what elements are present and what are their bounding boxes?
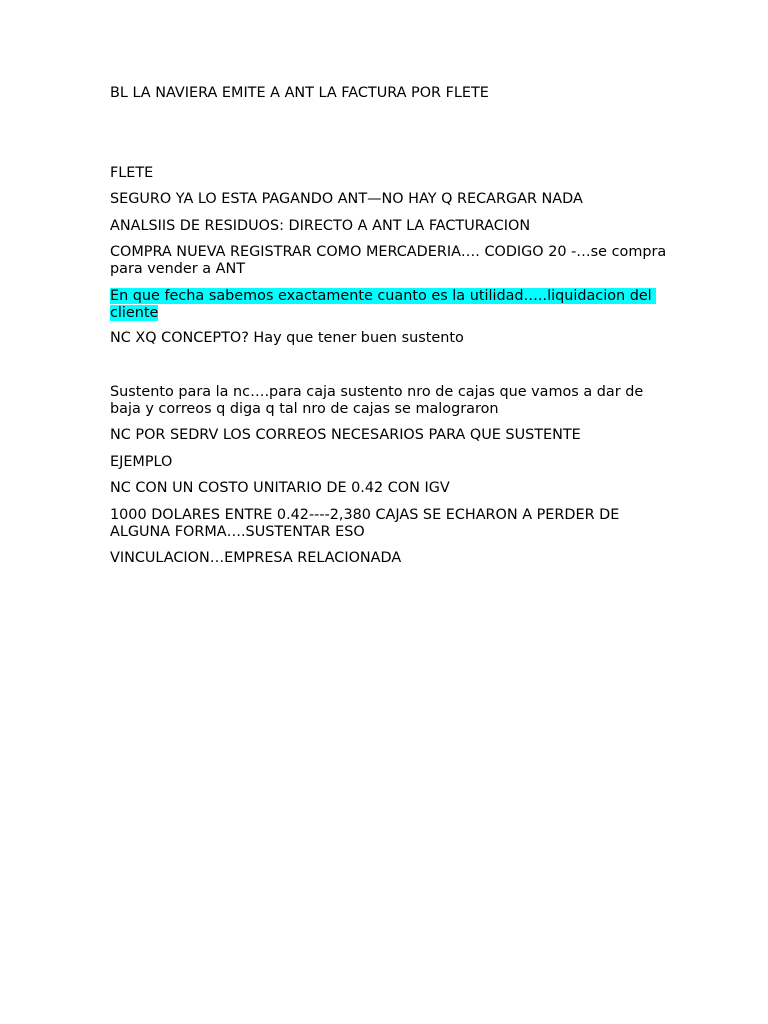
paragraph-highlighted-utilidad: [110, 288, 670, 322]
highlighted-text: En que fecha sabemos exactamente cuanto es la utilidad…..liquidacion del cliente: [110, 288, 657, 321]
paragraph-dolares-cajas: 1000 DOLARES ENTRE 0.42----2,380 CAJAS SE ECHARON A PERDER DE ALGUNA FORMA….SUSTENTAR ESO: [110, 507, 624, 540]
paragraph-ejemplo: EJEMPLO: [110, 454, 173, 470]
paragraph-nc-concepto: NC XQ CONCEPTO? Hay que tener buen sustento: [110, 330, 464, 346]
paragraph-sustento: Sustento para la nc….para caja sustento nro de cajas que vamos a dar de baja y correos q diga q tal nro de cajas se malograron: [110, 384, 648, 417]
heading-bl-naviera: BL LA NAVIERA EMITE A ANT LA FACTURA POR FLETE: [110, 85, 489, 101]
paragraph-flete: FLETE: [110, 165, 154, 181]
paragraph-analisis-residuos: ANALSIIS DE RESIDUOS: DIRECTO A ANT LA FACTURACION: [110, 218, 531, 234]
paragraph-seguro: SEGURO YA LO ESTA PAGANDO ANT—NO HAY Q RECARGAR NADA: [110, 191, 583, 207]
paragraph-vinculacion: VINCULACION…EMPRESA RELACIONADA: [110, 550, 402, 566]
paragraph-compra-nueva: COMPRA NUEVA REGISTRAR COMO MERCADERIA…. CODIGO 20 -…se compra para vender a ANT: [110, 244, 671, 277]
paragraph-costo-unitario: NC CON UN COSTO UNITARIO DE 0.42 CON IGV: [110, 480, 450, 496]
paragraph-nc-correos: NC POR SEDRV LOS CORREOS NECESARIOS PARA QUE SUSTENTE: [110, 427, 581, 443]
